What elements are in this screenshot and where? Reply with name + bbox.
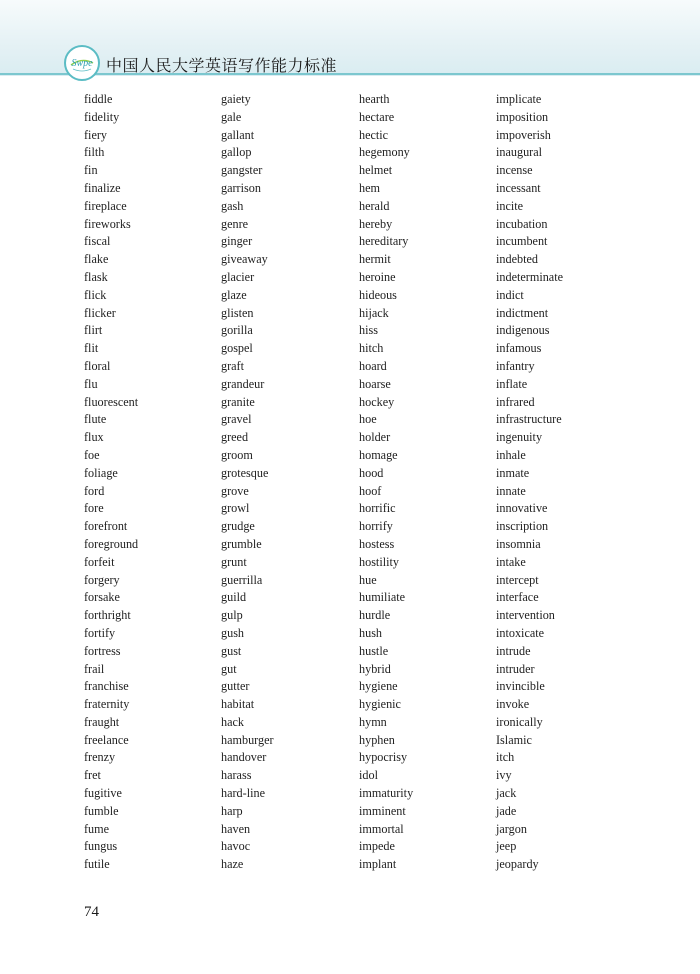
word-entry: harp — [221, 803, 243, 818]
word-entry: hurdle — [359, 608, 391, 623]
word-entry: flit — [84, 341, 99, 356]
word-entry: infantry — [496, 358, 535, 373]
word-entry: hectic — [359, 127, 389, 142]
word-entry: hoarse — [359, 376, 391, 391]
word-entry: gallop — [221, 145, 252, 160]
word-entry: hostess — [359, 536, 395, 551]
word-entry: fugitive — [84, 786, 122, 801]
word-entry: hitch — [359, 341, 384, 356]
word-entry: finalize — [84, 180, 121, 195]
word-entry: interface — [496, 590, 539, 605]
word-entry: grotesque — [221, 465, 269, 480]
word-entry: incense — [496, 163, 533, 178]
word-entry: homage — [359, 447, 398, 462]
word-entry: hereby — [359, 216, 393, 231]
word-entry: hostility — [359, 554, 399, 569]
word-entry: inmate — [496, 465, 530, 480]
word-entry: hyphen — [359, 732, 395, 747]
word-entry: gaiety — [221, 92, 251, 106]
word-entry: implicate — [496, 92, 542, 106]
word-entry: hoard — [359, 358, 387, 373]
word-entry: ford — [84, 483, 105, 498]
word-entry: foliage — [84, 465, 118, 480]
word-entry: incubation — [496, 216, 548, 231]
word-entry: filth — [84, 145, 105, 160]
word-entry: forfeit — [84, 554, 115, 569]
word-entry: innate — [496, 483, 526, 498]
word-entry: fiery — [84, 127, 108, 142]
word-entry: fumble — [84, 803, 119, 818]
word-entry: implant — [359, 857, 397, 872]
word-entry: gale — [221, 109, 242, 124]
word-entry: hush — [359, 625, 383, 640]
word-entry: hereditary — [359, 234, 409, 249]
word-entry: glacier — [221, 269, 255, 284]
word-entry: gangster — [221, 163, 263, 178]
word-entry: intervention — [496, 608, 555, 623]
word-entry: indebted — [496, 252, 538, 267]
word-entry: indigenous — [496, 323, 550, 338]
word-entry: hem — [359, 180, 380, 195]
word-entry: jeep — [496, 839, 517, 854]
word-column-4 — [496, 91, 626, 874]
word-entry: hiss — [359, 323, 378, 338]
page-number: 74 — [84, 904, 99, 920]
word-entry: hockey — [359, 394, 395, 409]
word-entry: incite — [496, 198, 524, 213]
word-entry: haven — [221, 821, 251, 836]
word-entry: foreground — [84, 536, 139, 551]
word-entry: franchise — [84, 679, 129, 694]
word-entry: hygienic — [359, 697, 401, 712]
word-entry: jargon — [496, 821, 527, 836]
word-entry: floral — [84, 358, 111, 373]
word-entry: fret — [84, 768, 101, 783]
word-entry: hack — [221, 714, 245, 729]
word-entry: fraternity — [84, 697, 130, 712]
word-entry: inscription — [496, 519, 549, 534]
word-entry: imminent — [359, 803, 406, 818]
word-entry: innovative — [496, 501, 548, 516]
word-entry: invincible — [496, 679, 545, 694]
word-entry: inflate — [496, 376, 528, 391]
word-entry: infrastructure — [496, 412, 562, 427]
word-entry: immortal — [359, 821, 404, 836]
word-entry: havoc — [221, 839, 251, 854]
word-entry: futile — [84, 857, 110, 872]
word-entry: indictment — [496, 305, 549, 320]
word-entry: hectare — [359, 109, 395, 124]
word-entry: impoverish — [496, 127, 551, 142]
word-entry: graft — [221, 358, 245, 373]
word-entry: horrific — [359, 501, 396, 516]
word-entry: intercept — [496, 572, 539, 587]
word-entry: idol — [359, 768, 378, 783]
word-entry: hypocrisy — [359, 750, 408, 765]
word-entry: fluorescent — [84, 394, 139, 409]
word-entry: glaze — [221, 287, 247, 302]
word-entry: hymn — [359, 714, 387, 729]
word-entry: flute — [84, 412, 107, 427]
word-entry: hood — [359, 465, 384, 480]
word-entry: humiliate — [359, 590, 406, 605]
header-title: 中国人民大学英语写作能力标准 — [106, 56, 338, 75]
word-entry: indeterminate — [496, 269, 564, 284]
word-entry: intruder — [496, 661, 535, 676]
word-entry: heroine — [359, 269, 396, 284]
word-entry: forefront — [84, 519, 128, 534]
word-entry: forgery — [84, 572, 120, 587]
word-entry: grunt — [221, 554, 247, 569]
word-entry: fiscal — [84, 234, 111, 249]
word-entry: handover — [221, 750, 267, 765]
page-header — [0, 0, 700, 76]
word-entry: indict — [496, 287, 524, 302]
word-entry: guild — [221, 590, 247, 605]
word-entry: herald — [359, 198, 390, 213]
word-entry: jade — [496, 803, 517, 818]
word-entry: hearth — [359, 92, 390, 106]
word-entry: incessant — [496, 180, 541, 195]
word-entry: ironically — [496, 714, 543, 729]
word-entry: hoe — [359, 412, 377, 427]
word-entry: gorilla — [221, 323, 253, 338]
word-entry: gut — [221, 661, 237, 676]
word-entry: haze — [221, 857, 244, 872]
word-entry: flask — [84, 269, 108, 284]
word-column-1 — [84, 91, 214, 874]
word-entry: fume — [84, 821, 110, 836]
word-entry: harass — [221, 768, 252, 783]
word-entry: groom — [221, 447, 253, 462]
word-entry: gravel — [221, 412, 252, 427]
word-entry: fiddle — [84, 92, 113, 106]
word-entry: flick — [84, 287, 107, 302]
word-entry: insomnia — [496, 536, 541, 551]
word-entry: gallant — [221, 127, 255, 142]
word-entry: fortify — [84, 625, 116, 640]
word-entry: intake — [496, 554, 526, 569]
word-entry: fireplace — [84, 198, 127, 213]
word-entry: gulp — [221, 608, 243, 623]
word-entry: hegemony — [359, 145, 410, 160]
word-entry: hygiene — [359, 679, 398, 694]
word-entry: imposition — [496, 109, 549, 124]
word-entry: hoof — [359, 483, 382, 498]
word-entry: hamburger — [221, 732, 274, 747]
word-entry: incumbent — [496, 234, 548, 249]
word-entry: grandeur — [221, 376, 265, 391]
swpe-logo-icon — [64, 45, 100, 81]
word-entry: grudge — [221, 519, 255, 534]
word-entry: flu — [84, 376, 98, 391]
word-entry: frenzy — [84, 750, 116, 765]
word-entry: fidelity — [84, 109, 120, 124]
word-entry: gutter — [221, 679, 250, 694]
word-entry: gash — [221, 198, 244, 213]
header-rule — [0, 73, 700, 75]
word-entry: granite — [221, 394, 255, 409]
word-entry: horrify — [359, 519, 393, 534]
word-entry: giveaway — [221, 252, 268, 267]
word-entry: flake — [84, 252, 109, 267]
word-entry: jack — [496, 786, 517, 801]
word-column-3 — [359, 91, 489, 874]
word-entry: hybrid — [359, 661, 391, 676]
word-entry: inhale — [496, 447, 526, 462]
word-list — [84, 91, 604, 881]
word-entry: holder — [359, 430, 391, 445]
word-entry: freelance — [84, 732, 129, 747]
word-entry: glisten — [221, 305, 254, 320]
word-entry: forthright — [84, 608, 131, 623]
word-entry: hard-line — [221, 786, 265, 801]
word-entry: hermit — [359, 252, 391, 267]
word-entry: fin — [84, 163, 98, 178]
word-entry: jeopardy — [496, 857, 539, 872]
word-entry: immaturity — [359, 786, 414, 801]
word-entry: hijack — [359, 305, 389, 320]
word-entry: fortress — [84, 643, 121, 658]
word-entry: garrison — [221, 180, 261, 195]
word-entry: infrared — [496, 394, 535, 409]
word-entry: Islamic — [496, 732, 532, 747]
word-entry: guerrilla — [221, 572, 263, 587]
word-entry: gush — [221, 625, 245, 640]
word-entry: growl — [221, 501, 250, 516]
word-entry: foe — [84, 447, 100, 462]
word-entry: ginger — [221, 234, 253, 249]
word-entry: ingenuity — [496, 430, 543, 445]
word-entry: inaugural — [496, 145, 543, 160]
word-column-2 — [221, 91, 351, 874]
word-entry: helmet — [359, 163, 393, 178]
word-entry: fungus — [84, 839, 118, 854]
word-entry: fore — [84, 501, 104, 516]
word-entry: greed — [221, 430, 249, 445]
word-entry: flirt — [84, 323, 103, 338]
word-entry: habitat — [221, 697, 255, 712]
word-entry: gospel — [221, 341, 253, 356]
word-entry: fireworks — [84, 216, 131, 231]
word-entry: invoke — [496, 697, 530, 712]
word-entry: intoxicate — [496, 625, 545, 640]
word-entry: itch — [496, 750, 515, 765]
word-entry: hideous — [359, 287, 397, 302]
word-entry: grumble — [221, 536, 262, 551]
logo-text: Swpe — [71, 58, 93, 69]
word-entry: frail — [84, 661, 105, 676]
word-entry: gust — [221, 643, 242, 658]
word-entry: genre — [221, 216, 249, 231]
word-entry: grove — [221, 483, 249, 498]
word-entry: ivy — [496, 768, 512, 783]
word-entry: flux — [84, 430, 104, 445]
word-entry: impede — [359, 839, 395, 854]
word-entry: infamous — [496, 341, 542, 356]
word-entry: hue — [359, 572, 377, 587]
word-entry: forsake — [84, 590, 120, 605]
word-entry: hustle — [359, 643, 389, 658]
word-entry: intrude — [496, 643, 531, 658]
word-entry: fraught — [84, 714, 120, 729]
word-entry: flicker — [84, 305, 116, 320]
